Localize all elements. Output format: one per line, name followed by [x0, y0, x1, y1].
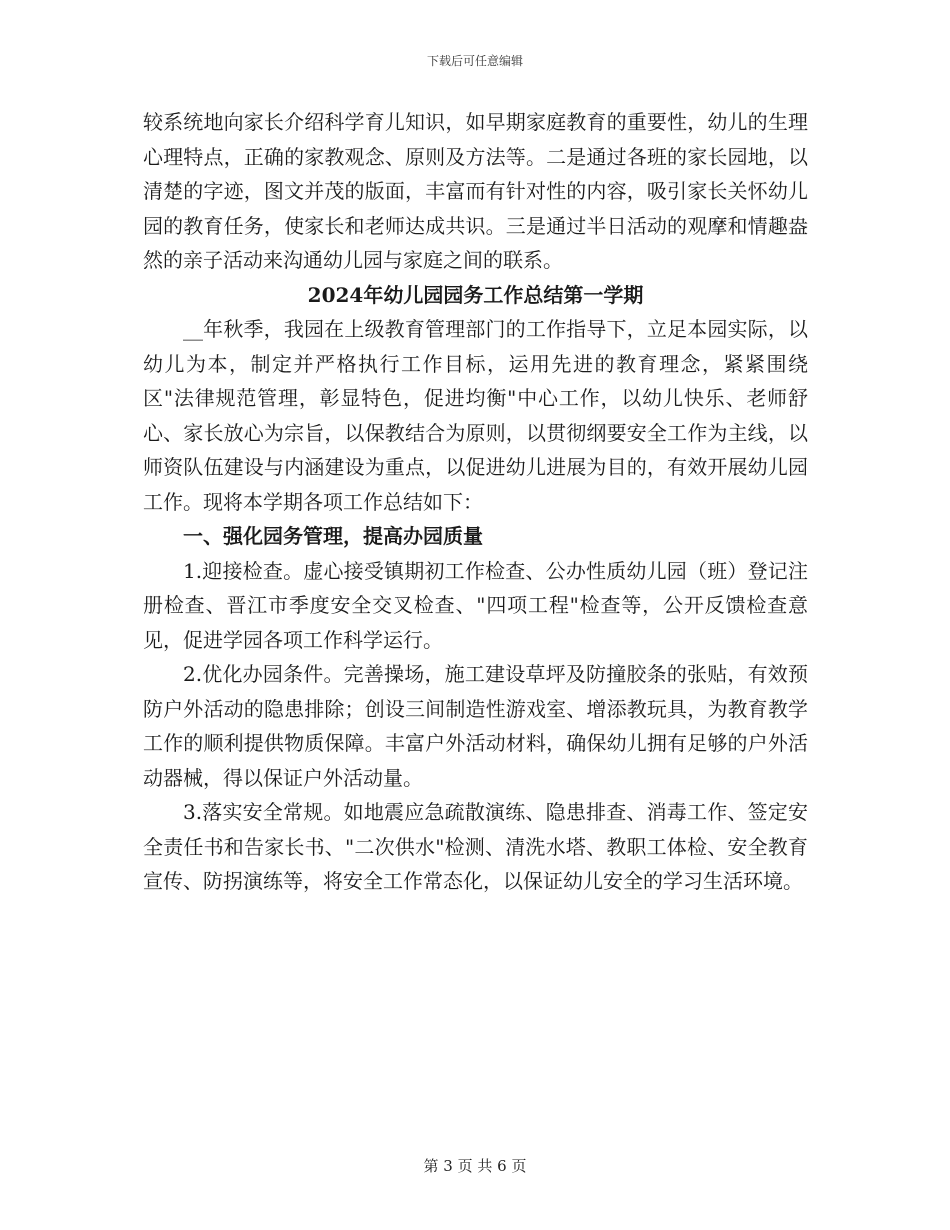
- list-item-3: 3.落实安全常规。如地震应急疏散演练、隐患排查、消毒工作、签定安全责任书和告家长书、"二次供水"检测、清洗水塔、教职工体检、安全教育宣传、防拐演练等，将安全工作常态化，以保证幼儿安全的学习生活环境。: [143, 800, 808, 893]
- header-text: 下载后可任意编辑: [426, 54, 523, 68]
- paragraph-continued: 较系统地向家长介绍科学育儿知识，如早期家庭教育的重要性，幼儿的生理心理特点，正确的家教观念、原则及方法等。二是通过各班的家长园地，以清楚的字迹，图文并茂的版面，丰富而有针对性的内容，吸引家长关怀幼儿园的教育任务，使家长和老师达成共识。三是通过半日活动的观摩和情趣盎然的亲子活动来沟通幼儿园与家庭之间的联系。: [143, 110, 808, 272]
- page-number: 第 3 页 共 6 页: [423, 1157, 527, 1175]
- list-item-1: 1.迎接检查。虚心接受镇期初工作检查、公办性质幼儿园（班）登记注册检查、晋江市季度安全交叉检查、"四项工程"检查等，公开反馈检查意见，促进学园各项工作科学运行。: [143, 558, 808, 652]
- page-footer: [0, 1156, 950, 1176]
- paragraph-intro: __年秋季，我园在上级教育管理部门的工作指导下，立足本园实际，以幼儿为本，制定并严格执行工作目标，运用先进的教育理念，紧紧围绕区"法律规范管理，彰显特色，促进均衡"中心工作，以幼儿快乐、老师舒心、家长放心为宗旨，以保教结合为原则，以贯彻纲要安全工作为主线，以师资队伍建设与内涵建设为重点，以促进幼儿进展为目的，有效开展幼儿园工作。现将本学期各项工作总结如下：: [143, 317, 808, 514]
- section-heading-1: 一、强化园务管理，提高办园质量: [183, 524, 483, 548]
- page-header: [0, 53, 950, 69]
- list-item-2: 2.优化办园条件。完善操场，施工建设草坪及防撞胶条的张贴，有效预防户外活动的隐患排除；创设三间制造性游戏室、增添教玩具，为教育教学工作的顺利提供物质保障。丰富户外活动材料，确保幼儿拥有足够的户外活动器械，得以保证户外活动量。: [143, 662, 808, 790]
- document-title: 2024年幼儿园园务工作总结第一学期: [307, 282, 644, 307]
- document-body: [143, 105, 808, 899]
